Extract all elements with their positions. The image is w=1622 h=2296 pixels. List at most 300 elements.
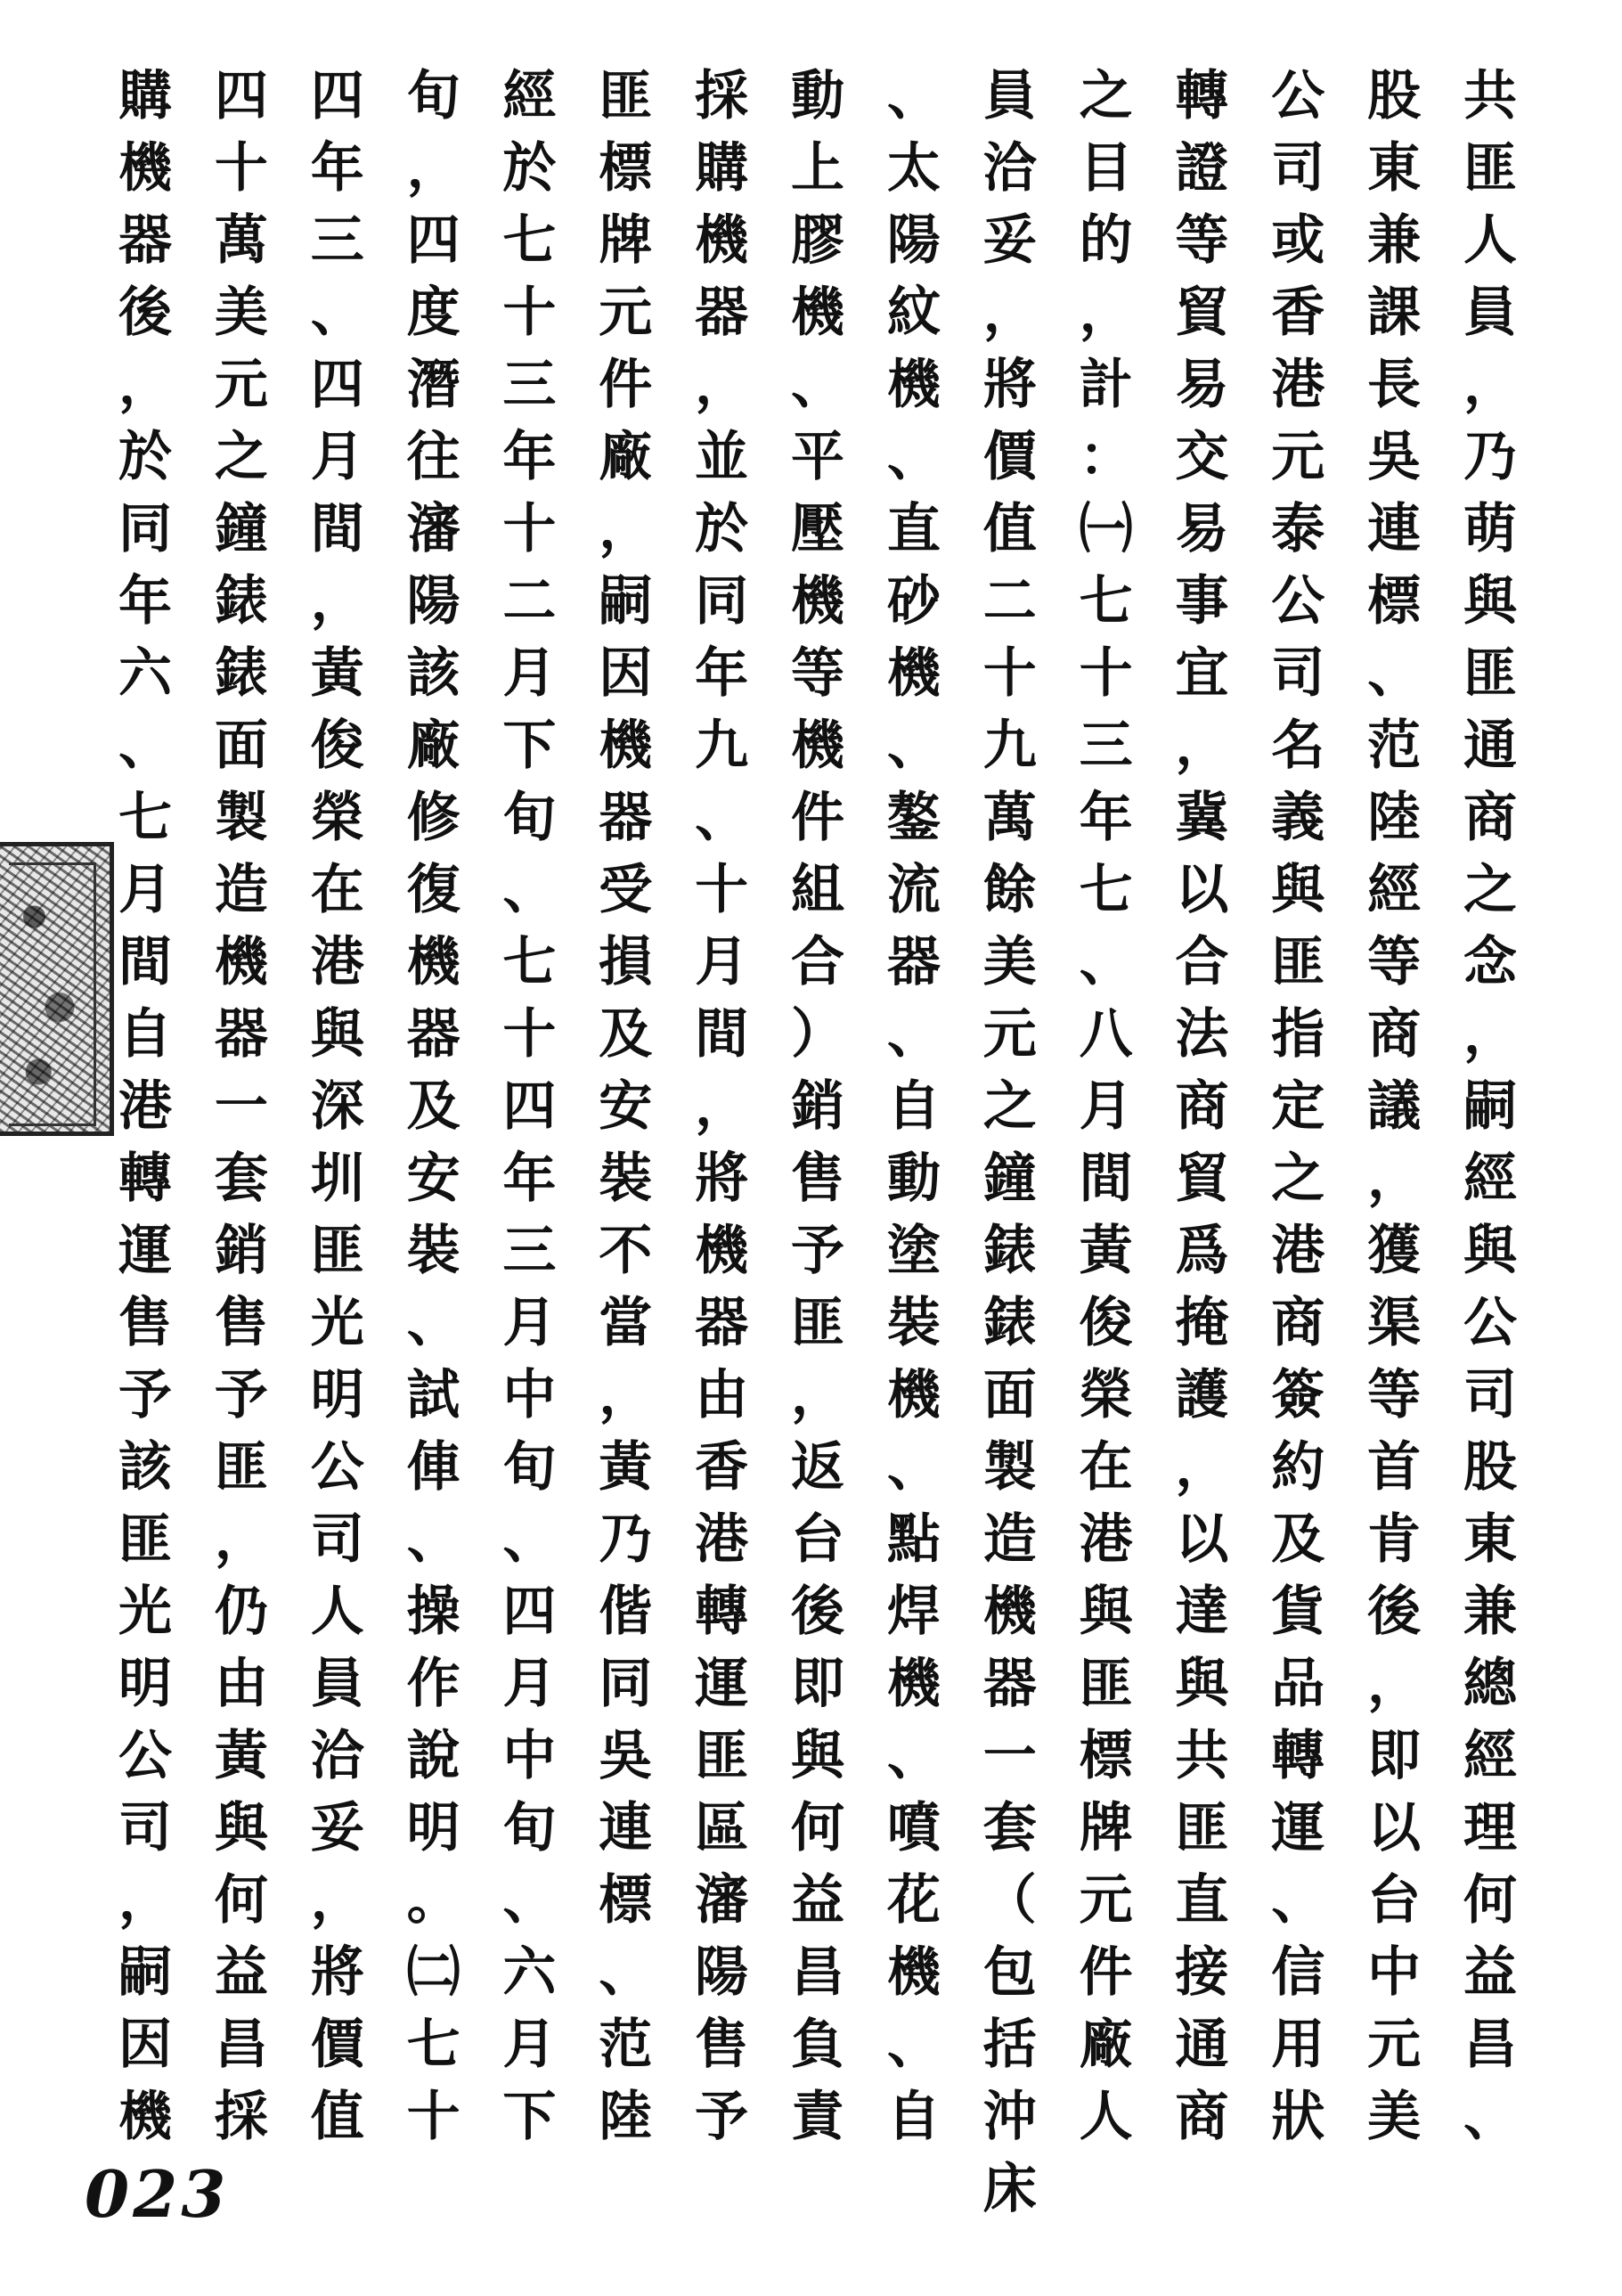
text-character: ， <box>1175 715 1229 777</box>
text-character: 廠 <box>406 715 461 777</box>
text-character: 焊 <box>886 1581 941 1643</box>
text-character: 等 <box>1175 209 1229 272</box>
text-character: 經 <box>1463 1148 1517 1210</box>
text-character: 接 <box>1175 1941 1229 2004</box>
text-character: 牌 <box>599 209 653 272</box>
text-character: 年 <box>1079 787 1133 849</box>
text-character: 予 <box>118 1364 172 1426</box>
text-character: 員 <box>1463 282 1517 344</box>
text-character: 與 <box>1463 570 1517 633</box>
text-character: 該 <box>118 1436 172 1499</box>
text-character: 貨 <box>1271 1581 1325 1643</box>
text-character: ， <box>310 570 364 633</box>
text-character: 陽 <box>886 209 941 272</box>
text-character: 修 <box>406 787 461 849</box>
text-character: 七 <box>502 931 557 993</box>
text-character: 試 <box>406 1364 461 1426</box>
text-character: 六 <box>118 642 172 705</box>
text-character: 俊 <box>310 715 364 777</box>
text-character: 公 <box>1271 65 1325 127</box>
text-character: 陸 <box>599 2086 653 2148</box>
text-column <box>1066 61 1146 2148</box>
text-character: 不 <box>599 1220 653 1282</box>
text-character: 美 <box>982 931 1037 993</box>
text-character: 嗣 <box>599 570 653 633</box>
text-character: 運 <box>118 1220 172 1282</box>
text-character: ， <box>695 1075 749 1138</box>
text-character: 面 <box>214 715 268 777</box>
text-character: 後 <box>1367 1581 1422 1643</box>
text-character: 一 <box>214 1075 268 1138</box>
text-character: 機 <box>886 1941 941 2004</box>
text-character: 下 <box>502 715 557 777</box>
text-character: 商 <box>1367 1003 1422 1066</box>
text-character: 匪 <box>118 1508 172 1571</box>
text-character: 匪 <box>1271 931 1325 993</box>
text-character: 范 <box>599 2014 653 2076</box>
text-character: 之 <box>214 426 268 488</box>
text-character: 機 <box>406 931 461 993</box>
text-character: 、 <box>502 1508 557 1571</box>
text-character: 俊 <box>1079 1292 1133 1354</box>
text-character: 陽 <box>406 570 461 633</box>
text-character: 廠 <box>599 426 653 488</box>
text-character: 之 <box>1079 65 1133 127</box>
text-character: 塗 <box>886 1220 941 1282</box>
text-character: 中 <box>502 1725 557 1787</box>
text-column <box>489 61 569 2148</box>
text-column <box>585 61 665 2148</box>
text-character: 作 <box>406 1653 461 1715</box>
text-character: 益 <box>1463 1941 1517 2004</box>
text-character: 床 <box>982 2158 1037 2220</box>
text-character: 值 <box>982 498 1037 560</box>
text-character: 、 <box>886 715 941 777</box>
text-character: 年 <box>118 570 172 633</box>
text-character: 冀 <box>1175 787 1229 849</box>
text-character: 港 <box>1271 1220 1325 1282</box>
text-character: 包 <box>982 1941 1037 2004</box>
text-character: 美 <box>214 282 268 344</box>
text-character: 護 <box>1175 1364 1229 1426</box>
text-character: 三 <box>502 354 557 416</box>
text-character: 機 <box>791 282 844 344</box>
text-character: 價 <box>982 426 1037 488</box>
text-character: 將 <box>310 1941 364 2004</box>
text-character: 東 <box>1463 1508 1517 1571</box>
text-character: 後 <box>791 1581 844 1643</box>
text-character: 由 <box>695 1364 749 1426</box>
text-character: 售 <box>695 2014 749 2076</box>
text-character: 月 <box>502 642 557 705</box>
text-character: 器 <box>599 787 653 849</box>
text-character: 與 <box>791 1725 844 1787</box>
text-character: ， <box>118 1869 172 1932</box>
text-character: 予 <box>214 1364 268 1426</box>
text-character: 人 <box>310 1581 364 1643</box>
text-character: ， <box>695 354 749 416</box>
text-column <box>298 61 378 2148</box>
text-character: 公 <box>118 1725 172 1787</box>
text-character: 等 <box>1367 931 1422 993</box>
text-character: 陽 <box>695 1941 749 2004</box>
text-character: 旬 <box>406 65 461 127</box>
text-character: 人 <box>1463 209 1517 272</box>
text-character: 萌 <box>1463 498 1517 560</box>
text-character: 商 <box>1271 1292 1325 1354</box>
text-character: 、 <box>886 2014 941 2076</box>
text-character: 七 <box>1079 570 1133 633</box>
text-character: 轉 <box>1175 65 1229 127</box>
text-character: 公 <box>310 1436 364 1499</box>
text-character: 合 <box>1175 931 1229 993</box>
text-character: 動 <box>886 1148 941 1210</box>
text-character: 元 <box>982 1003 1037 1066</box>
text-character: 太 <box>886 137 941 200</box>
text-character: 六 <box>502 1941 557 2004</box>
text-character: 予 <box>791 1220 844 1282</box>
text-character: 責 <box>791 2086 844 2148</box>
text-character: 二 <box>982 570 1037 633</box>
text-character: 月 <box>118 859 172 921</box>
text-character: 購 <box>118 65 172 127</box>
text-character: 四 <box>310 65 364 127</box>
stamp-seal <box>0 842 114 1136</box>
text-character: 股 <box>1367 65 1422 127</box>
text-character: 件 <box>1079 1941 1133 2004</box>
text-character: 港 <box>310 931 364 993</box>
text-character: 明 <box>406 1797 461 1859</box>
text-character: 後 <box>118 282 172 344</box>
text-character: 元 <box>214 354 268 416</box>
text-character: 深 <box>310 1075 364 1138</box>
text-character: 說 <box>406 1725 461 1787</box>
text-character: 首 <box>1367 1436 1422 1499</box>
text-character: 裝 <box>406 1220 461 1282</box>
text-character: 易 <box>1175 354 1229 416</box>
text-character: 潛 <box>406 354 461 416</box>
text-character: 圳 <box>310 1148 364 1210</box>
text-character: 流 <box>886 859 941 921</box>
text-character: 下 <box>502 2086 557 2148</box>
text-character: 榮 <box>310 787 364 849</box>
text-character: 錶 <box>982 1220 1037 1282</box>
text-character: 長 <box>1367 354 1422 416</box>
text-character: 間 <box>1079 1148 1133 1210</box>
text-character: 獲 <box>1367 1220 1422 1282</box>
text-character: 噴 <box>886 1797 941 1859</box>
text-character: 名 <box>1271 715 1325 777</box>
text-character: 機 <box>695 1220 749 1282</box>
text-character: ， <box>791 1364 844 1426</box>
text-character: 念 <box>1463 931 1517 993</box>
text-character: 十 <box>982 642 1037 705</box>
text-character: 人 <box>1079 2086 1133 2148</box>
text-character: 因 <box>118 2014 172 2076</box>
text-character: 紋 <box>886 282 941 344</box>
text-character: 用 <box>1271 2014 1325 2076</box>
text-character: 中 <box>1367 1941 1422 2004</box>
text-character: 套 <box>982 1797 1037 1859</box>
text-character: 信 <box>1271 1941 1325 2004</box>
text-character: 年 <box>695 642 749 705</box>
text-character: 鐘 <box>982 1148 1037 1210</box>
text-character: 壓 <box>791 498 844 560</box>
text-character: 與 <box>310 1003 364 1066</box>
text-column <box>1258 61 1338 2148</box>
text-character: 將 <box>982 354 1037 416</box>
text-character: 昌 <box>791 1941 844 2004</box>
text-character: 港 <box>1079 1508 1133 1571</box>
text-character: 同 <box>118 498 172 560</box>
text-character: 月 <box>695 931 749 993</box>
text-character: 在 <box>310 859 364 921</box>
text-character: 間 <box>695 1003 749 1066</box>
text-character: 七 <box>406 2014 461 2076</box>
text-character: 十 <box>406 2086 461 2148</box>
text-character: 貿 <box>1175 282 1229 344</box>
text-character: 黃 <box>1079 1220 1133 1282</box>
text-character: 十 <box>502 282 557 344</box>
text-character: 器 <box>695 1292 749 1354</box>
text-character: 肯 <box>1367 1508 1422 1571</box>
text-character: 乃 <box>1463 426 1517 488</box>
text-character: 匪 <box>214 1436 268 1499</box>
text-character: 吳 <box>599 1725 653 1787</box>
text-character: 、 <box>886 1725 941 1787</box>
text-character: 製 <box>982 1436 1037 1499</box>
text-character: 花 <box>886 1869 941 1932</box>
text-character: 黃 <box>214 1725 268 1787</box>
text-character: 與 <box>1175 1653 1229 1715</box>
text-character: 商 <box>1463 787 1517 849</box>
text-character: 台 <box>791 1508 844 1571</box>
text-character: 轉 <box>1271 1725 1325 1787</box>
text-character: 售 <box>214 1292 268 1354</box>
text-character: 匪 <box>599 65 653 127</box>
text-character: 、 <box>886 1003 941 1066</box>
text-character: 、 <box>1463 2086 1517 2148</box>
text-character: 司 <box>310 1508 364 1571</box>
text-character: 、 <box>886 426 941 488</box>
text-character: 於 <box>118 426 172 488</box>
text-character: 、 <box>1079 931 1133 993</box>
text-character: 、 <box>406 1292 461 1354</box>
text-character: 即 <box>791 1653 844 1715</box>
text-character: 萬 <box>214 209 268 272</box>
text-character: 十 <box>214 137 268 200</box>
text-character: 仍 <box>214 1581 268 1643</box>
text-character: 、 <box>502 859 557 921</box>
text-character: 黃 <box>599 1436 653 1499</box>
text-character: 、 <box>1271 1869 1325 1932</box>
text-character: 機 <box>791 715 844 777</box>
text-character: 俥 <box>406 1436 461 1499</box>
stamp-inner-mark <box>9 862 96 1126</box>
text-character: ㈠ <box>1079 498 1133 560</box>
text-character: 匪 <box>1079 1653 1133 1715</box>
text-character: ， <box>1367 1653 1422 1715</box>
text-character: 件 <box>791 787 844 849</box>
text-character: 鏊 <box>886 787 941 849</box>
text-character: 吳 <box>1367 426 1422 488</box>
text-character: 嗣 <box>118 1941 172 2004</box>
text-column <box>681 61 762 2148</box>
text-character: 並 <box>695 426 749 488</box>
text-character: 司 <box>1463 1364 1517 1426</box>
text-character: 間 <box>310 498 364 560</box>
text-character: 七 <box>118 787 172 849</box>
text-character: 連 <box>599 1797 653 1859</box>
text-character: 達 <box>1175 1581 1229 1643</box>
text-character: 范 <box>1367 715 1422 777</box>
text-character: 點 <box>886 1508 941 1571</box>
text-character: 同 <box>599 1653 653 1715</box>
text-character: 動 <box>791 65 844 127</box>
text-character: 益 <box>214 1941 268 2004</box>
text-character: 轉 <box>695 1581 749 1643</box>
text-character: 港 <box>695 1508 749 1571</box>
text-character: （ <box>982 1869 1037 1932</box>
text-character: 錶 <box>214 570 268 633</box>
text-character: 標 <box>599 137 653 200</box>
text-character: 東 <box>1367 137 1422 200</box>
text-character: 造 <box>982 1508 1037 1571</box>
text-character: 一 <box>982 1725 1037 1787</box>
text-character: 器 <box>982 1653 1037 1715</box>
text-character: 瀋 <box>695 1869 749 1932</box>
text-character: 機 <box>886 354 941 416</box>
text-character: 套 <box>214 1148 268 1210</box>
text-character: 何 <box>791 1797 844 1859</box>
text-character: 錶 <box>982 1292 1037 1354</box>
text-character: 銷 <box>791 1075 844 1138</box>
text-character: 組 <box>791 859 844 921</box>
text-character: 及 <box>1271 1508 1325 1571</box>
text-character: 間 <box>118 931 172 993</box>
text-character: ， <box>406 137 461 200</box>
text-character: 年 <box>502 426 557 488</box>
text-character: 及 <box>599 1003 653 1066</box>
text-character: 直 <box>886 498 941 560</box>
text-character: 月 <box>1079 1075 1133 1138</box>
text-character: 明 <box>310 1364 364 1426</box>
text-character: 七 <box>1079 859 1133 921</box>
text-character: 四 <box>502 1075 557 1138</box>
text-character: 機 <box>886 1653 941 1715</box>
text-character: 年 <box>310 137 364 200</box>
text-character: 光 <box>118 1581 172 1643</box>
text-character: 狀 <box>1271 2086 1325 2148</box>
text-character: 以 <box>1175 1508 1229 1571</box>
text-character: 經 <box>1463 1725 1517 1787</box>
text-character: 月 <box>502 1292 557 1354</box>
text-character: 以 <box>1367 1797 1422 1859</box>
text-character: 購 <box>695 137 749 200</box>
text-character: ， <box>214 1508 268 1571</box>
text-character: 益 <box>791 1869 844 1932</box>
text-character: 旬 <box>502 1797 557 1859</box>
text-character: 直 <box>1175 1869 1229 1932</box>
text-character: ， <box>982 282 1037 344</box>
text-character: 負 <box>791 2014 844 2076</box>
text-character: 因 <box>599 642 653 705</box>
text-character: 公 <box>1271 570 1325 633</box>
text-character: 銷 <box>214 1220 268 1282</box>
text-character: 員 <box>982 65 1037 127</box>
text-character: 在 <box>1079 1436 1133 1499</box>
text-character: 中 <box>502 1364 557 1426</box>
text-character: 操 <box>406 1581 461 1643</box>
text-column <box>778 61 858 2148</box>
text-character: 復 <box>406 859 461 921</box>
text-character: 港 <box>1271 354 1325 416</box>
text-character: 昌 <box>1463 2014 1517 2076</box>
text-character: 往 <box>406 426 461 488</box>
text-character: 或 <box>1271 209 1325 272</box>
text-character: 月 <box>502 2014 557 2076</box>
text-character: 通 <box>1175 2014 1229 2076</box>
text-character: 機 <box>695 209 749 272</box>
text-character: ， <box>1079 282 1133 344</box>
text-character: 公 <box>1463 1292 1517 1354</box>
text-character: 九 <box>982 715 1037 777</box>
text-character: 運 <box>695 1653 749 1715</box>
text-character: 爲 <box>1175 1220 1229 1282</box>
text-character: 四 <box>502 1581 557 1643</box>
text-character: 器 <box>214 1003 268 1066</box>
text-character: 陸 <box>1367 787 1422 849</box>
text-character: 定 <box>1271 1075 1325 1138</box>
text-character: 台 <box>1367 1869 1422 1932</box>
text-character: 三 <box>310 209 364 272</box>
text-character: 機 <box>791 570 844 633</box>
text-character: 商 <box>1175 1075 1229 1138</box>
text-character: 匪 <box>1463 137 1517 200</box>
text-character: 與 <box>1463 1220 1517 1282</box>
text-character: 十 <box>695 859 749 921</box>
text-character: 萬 <box>982 787 1037 849</box>
text-character: 、 <box>1367 642 1422 705</box>
text-character: 製 <box>214 787 268 849</box>
text-character: 平 <box>791 426 844 488</box>
text-character: 當 <box>599 1292 653 1354</box>
text-character: 香 <box>1271 282 1325 344</box>
text-character: 泰 <box>1271 498 1325 560</box>
text-character: 計 <box>1079 354 1133 416</box>
text-character: 安 <box>599 1075 653 1138</box>
text-character: 嗣 <box>1463 1075 1517 1138</box>
text-character: 元 <box>1079 1869 1133 1932</box>
text-character: 港 <box>118 1075 172 1138</box>
text-character: ， <box>1463 354 1517 416</box>
text-character: 安 <box>406 1148 461 1210</box>
text-character: 機 <box>118 137 172 200</box>
text-character: 四 <box>310 354 364 416</box>
text-character: 交 <box>1175 426 1229 488</box>
text-character: 度 <box>406 282 461 344</box>
text-character: 員 <box>310 1653 364 1715</box>
text-character: 器 <box>118 209 172 272</box>
text-column <box>201 61 281 2148</box>
text-character: 議 <box>1367 1075 1422 1138</box>
text-character: ， <box>118 354 172 416</box>
text-character: 裝 <box>886 1292 941 1354</box>
text-character: 十 <box>502 1003 557 1066</box>
text-character: 、 <box>502 1869 557 1932</box>
text-character: 共 <box>1463 65 1517 127</box>
text-character: 機 <box>118 2086 172 2148</box>
